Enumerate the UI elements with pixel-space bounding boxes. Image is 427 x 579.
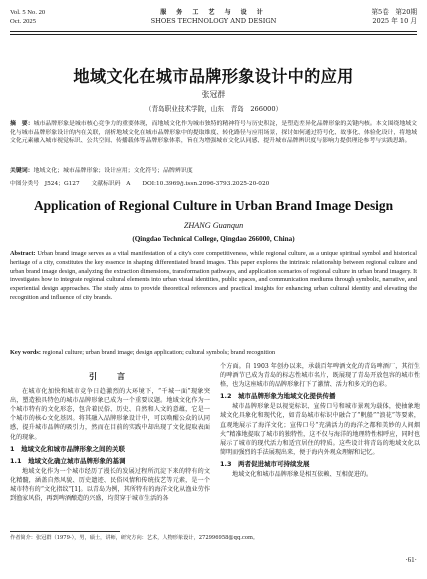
section-1-heading: 1 地域文化和城市品牌形象之间的关联 [10,444,126,453]
date-en-label: Oct. 2025 [10,18,37,25]
doi-label: DOI:10.3969/j.issn.2096-3793.2025-20-020 [142,181,270,187]
keywords-cn-label: 关键词： [10,168,34,174]
header-right [371,8,417,26]
keywords-en-text: regional culture; urban brand image; design application; cultural symbols; brand recognition [42,349,276,356]
classification-line [10,180,417,188]
section-1-1-heading: 1.1 地域文化确立城市品牌形象的基调 [10,456,126,465]
intro-heading: 引 言 [89,372,131,381]
abstract-en [10,250,417,303]
section-1-1-paragraph: 地域文化作为一个城市经历了漫长的发展过程所沉淀下来的特有的文化精髓，涵盖自然风貌、历史遗迹、民俗风情和传统技艺等元素，是一个城市特有的“文化指纹”[1]。以青岛为例，其所特有的海洋文化从渔业劳作到渔家风俗，再到啤酒酿造的兴盛，均贯穿于城市生活的各 [10,467,210,503]
footnote-rule [10,531,120,532]
keywords-en-label: Key words: [10,349,41,356]
header-center [10,8,417,26]
section-1-3-heading: 1.3 两者促进城市可持续发展 [220,459,310,468]
abstract-en-text: Urban brand image serves as a vital manifestation of a city's core competitiveness, while regional culture, as a unique spiritual symbol and historical heritage of a city, constitutes the key essence in shaping differentiated brand images. This paper explores the intrinsic relationship between regional culture and urban brand image design, analyzing the extraction dimensions, transformation pathways, and application scenarios of regional culture in urban brand imagery. It investigates how to integrate regional cultural elements into urban visual identities, public spaces, and communication mediums through symbolic, narrative, and experiential design approaches. The study aims to provide theoretical references and practical insights for enhancing urban cultural identity and elevating the recognition and influence of city brands. [10,250,417,301]
journal-header [10,8,417,30]
journal-name-en: SHOES TECHNOLOGY AND DESIGN [150,17,277,25]
page-number: ·61· [405,556,417,564]
abstract-cn-label: 摘 要： [10,121,34,127]
abstract-cn [10,120,417,146]
journal-name-cn: 服 务 工 艺 与 设 计 [160,9,267,16]
article-title-en: Application of Regional Culture in Urban Brand Image Design [33,198,394,213]
abstract-cn-text: 城市品牌形象是城市核心竞争力的重要体现，而地域文化作为城市独特的精神符号与历史积淀，是塑造差异化品牌形象的关键内核。本文围绕地域文化与城市品牌形象设计的内在关联，剖析地域文化在城市品牌形象中的提取维度、转化路径与应用场景，探讨如何通过符号化、故事化、体验化设计，将地域文化元素融入城市视觉标识、公共空间、传播载体等品牌形象体系，旨在为增强城市文化认同感、提升城市品牌辨识度与影响力提供理论参考与实践思路。 [10,121,418,145]
volume-label: Vol. 5 No. 20 [10,9,46,16]
keywords-cn [10,167,417,176]
affiliation-en: (Qingdao Technical College, Qingdao 266000, China) [132,235,295,243]
abstract-en-label: Abstract: [10,250,36,257]
author-name-cn: 张冠群 [201,90,226,99]
issue-cn-label: 第5卷 第20期 [371,8,417,16]
affiliation-cn: （青岛职业技术学院，山东 青岛 266000） [144,105,283,113]
header-rule-thick [10,31,417,32]
keywords-cn-text: 地域文化；城市品牌形象；设计应用；文化符号；品牌辨识度 [33,168,193,174]
clc-number: 中图分类号 J524；G127 [10,181,80,187]
section-1-3-paragraph: 地域文化和城市品牌形象是相互依赖、互相促进的。 [232,471,373,479]
header-rule-thin [10,34,417,35]
keywords-en [10,349,417,358]
section-1-2-paragraph: 城市品牌形象是以视觉标识、宣传口号和城市景观为载体，使抽象地域文化具象化和现代化，如青岛城市标识中融合了“帆船”“浪花”等要素，直观地展示了海洋文化；宣传口号“充满活力的海洋之都和美妙的人间烟火”精准地提取了城市的独特性，这不仅与海洋的地理特性相呼应，同时也展示了城市的现代活力和适宜居住的特质。这些设计将青岛的地域文化以简明而强烈的手法展现出来，便于海内外观众理解和记忆。 [220,403,420,456]
section-1-2-heading: 1.2 城市品牌形象为地域文化提供传播 [220,392,336,401]
right-continuation-paragraph: 个方面。自 1903 年创办以来，承载百年啤酒文化的青岛啤酒厂，其衍生的啤酒节已成为青岛的标志性城市名片，既展现了青岛开放包容的城市性格，也为这座城市的品牌形象打下了激情、活力和多元的色彩。 [220,363,420,389]
intro-paragraph: 在城市化加快和城市竞争日趋激烈的大环境下，“千城一面”现象突出，塑造独具特色的城市品牌形象已成为一个重要议题。地域文化作为一个城市特有的文化形态，包含着民俗、历史、自然和人文的意蕴，它是一个城市的核心文化基因。将其融入品牌形象设计中，可以唤醒公众的认同感，提升城市品牌的吸引力，然而在目前的实践中却出现了文化提取表面化的现象。 [10,388,210,441]
author-footnote: 作者简介：张冠群（1979-），男，硕士，讲师，研究方向：艺术，人物形象设计，272996958@qq.com。 [10,535,259,541]
article-title-cn: 地域文化在城市品牌形象设计中的应用 [73,67,354,86]
document-code: 文献标识码 A [91,181,131,187]
body-column-right [220,362,420,479]
date-cn-label: 2025 年 10 月 [372,17,417,25]
author-name-en: ZHANG Guanqun [183,221,244,230]
body-column-left [10,362,210,503]
